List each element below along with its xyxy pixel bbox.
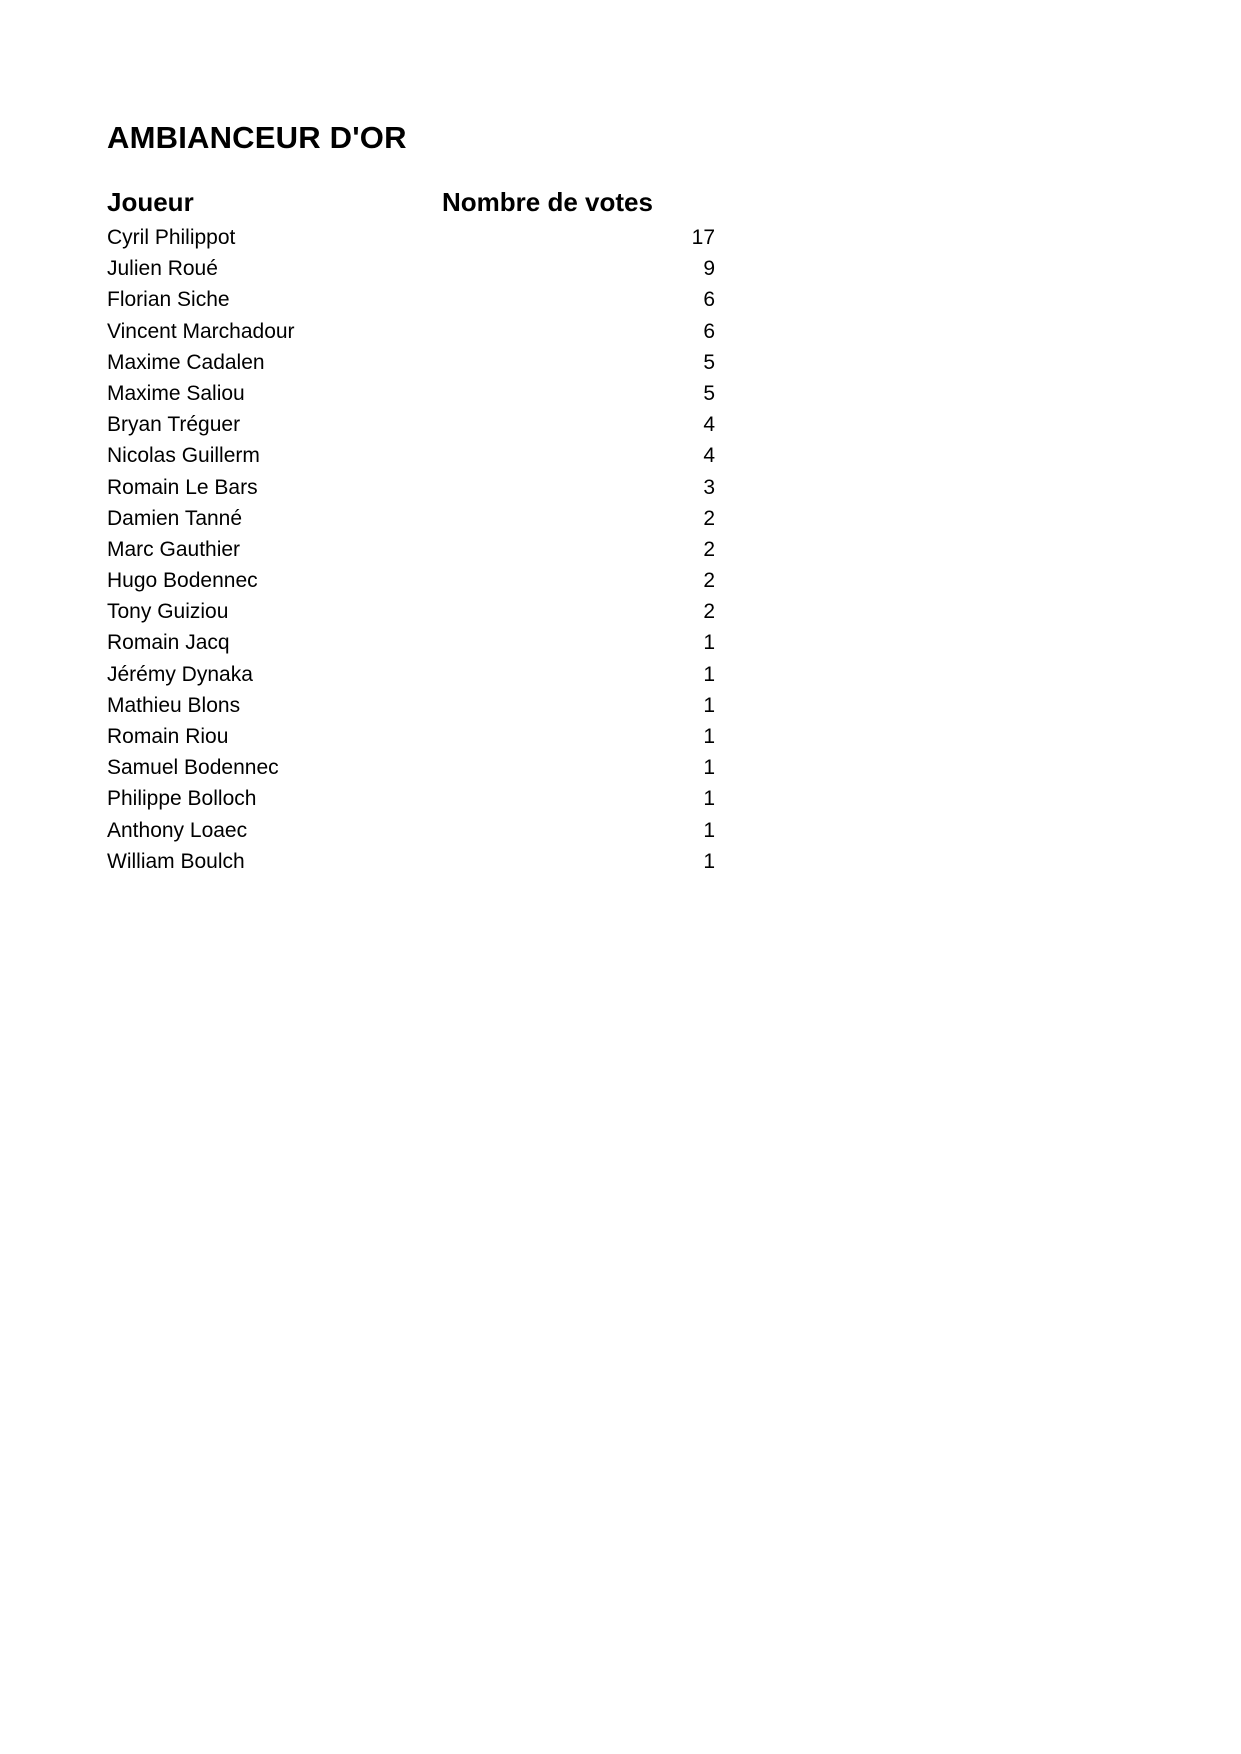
table-row	[107, 627, 727, 658]
table-row	[107, 721, 727, 752]
player-name: Jérémy Dynaka	[107, 662, 253, 686]
player-name: Bryan Tréguer	[107, 413, 241, 437]
table-row	[107, 316, 727, 347]
vote-count: 6	[703, 288, 715, 312]
vote-count: 6	[703, 319, 715, 343]
player-name: Romain Le Bars	[107, 475, 258, 499]
vote-count: 3	[703, 475, 715, 499]
player-name: Damien Tanné	[107, 506, 243, 530]
vote-count: 4	[703, 444, 715, 468]
page-title: AMBIANCEUR D'OR	[107, 120, 407, 155]
table-row	[107, 378, 727, 409]
table-row	[107, 409, 727, 440]
vote-count: 2	[703, 537, 715, 561]
table-row	[107, 503, 727, 534]
vote-count: 1	[703, 818, 715, 842]
player-name: Julien Roué	[107, 257, 218, 281]
player-name: Maxime Cadalen	[107, 350, 265, 374]
table-row	[107, 752, 727, 783]
table-row	[107, 565, 727, 596]
table-row	[107, 222, 727, 253]
vote-count: 2	[703, 506, 715, 530]
vote-count: 1	[703, 849, 715, 873]
player-name: Mathieu Blons	[107, 693, 241, 717]
table-row	[107, 659, 727, 690]
table-row	[107, 472, 727, 503]
vote-count: 1	[703, 725, 715, 748]
player-name: Romain Riou	[107, 725, 229, 748]
table-row	[107, 846, 727, 877]
player-name: Tony Guiziou	[107, 600, 229, 624]
vote-count: 1	[703, 693, 715, 717]
vote-count: 1	[703, 756, 715, 780]
player-name: Marc Gauthier	[107, 537, 241, 561]
vote-count: 5	[703, 381, 715, 405]
player-name: Romain Jacq	[107, 631, 230, 655]
table-row	[107, 284, 727, 315]
vote-count: 1	[703, 662, 715, 686]
table-row	[107, 253, 727, 284]
column-header-player: Joueur	[107, 187, 194, 217]
player-name: Maxime Saliou	[107, 381, 245, 405]
player-name: Hugo Bodennec	[107, 569, 258, 593]
player-name: William Boulch	[107, 849, 245, 873]
table-row	[107, 596, 727, 627]
player-name: Cyril Philippot	[107, 226, 236, 249]
table-header	[107, 182, 727, 222]
player-name: Anthony Loaec	[107, 818, 248, 842]
vote-count: 17	[691, 226, 715, 249]
column-header-votes: Nombre de votes	[442, 187, 653, 217]
vote-count: 5	[703, 350, 715, 374]
table-row	[107, 440, 727, 471]
table-row	[107, 534, 727, 565]
vote-count: 2	[703, 569, 715, 593]
vote-count: 1	[703, 631, 715, 655]
table-row	[107, 815, 727, 846]
table-row	[107, 690, 727, 721]
vote-count: 2	[703, 600, 715, 624]
player-name: Florian Siche	[107, 288, 230, 312]
table-body	[107, 222, 727, 877]
vote-count: 1	[703, 787, 715, 811]
player-name: Philippe Bolloch	[107, 787, 257, 811]
player-name: Vincent Marchadour	[107, 319, 295, 343]
document-sheet	[107, 112, 727, 877]
player-name: Nicolas Guillerm	[107, 444, 260, 468]
player-name: Samuel Bodennec	[107, 756, 279, 780]
table-row	[107, 347, 727, 378]
vote-count: 9	[703, 257, 715, 281]
vote-count: 4	[703, 413, 715, 437]
table-row	[107, 783, 727, 814]
